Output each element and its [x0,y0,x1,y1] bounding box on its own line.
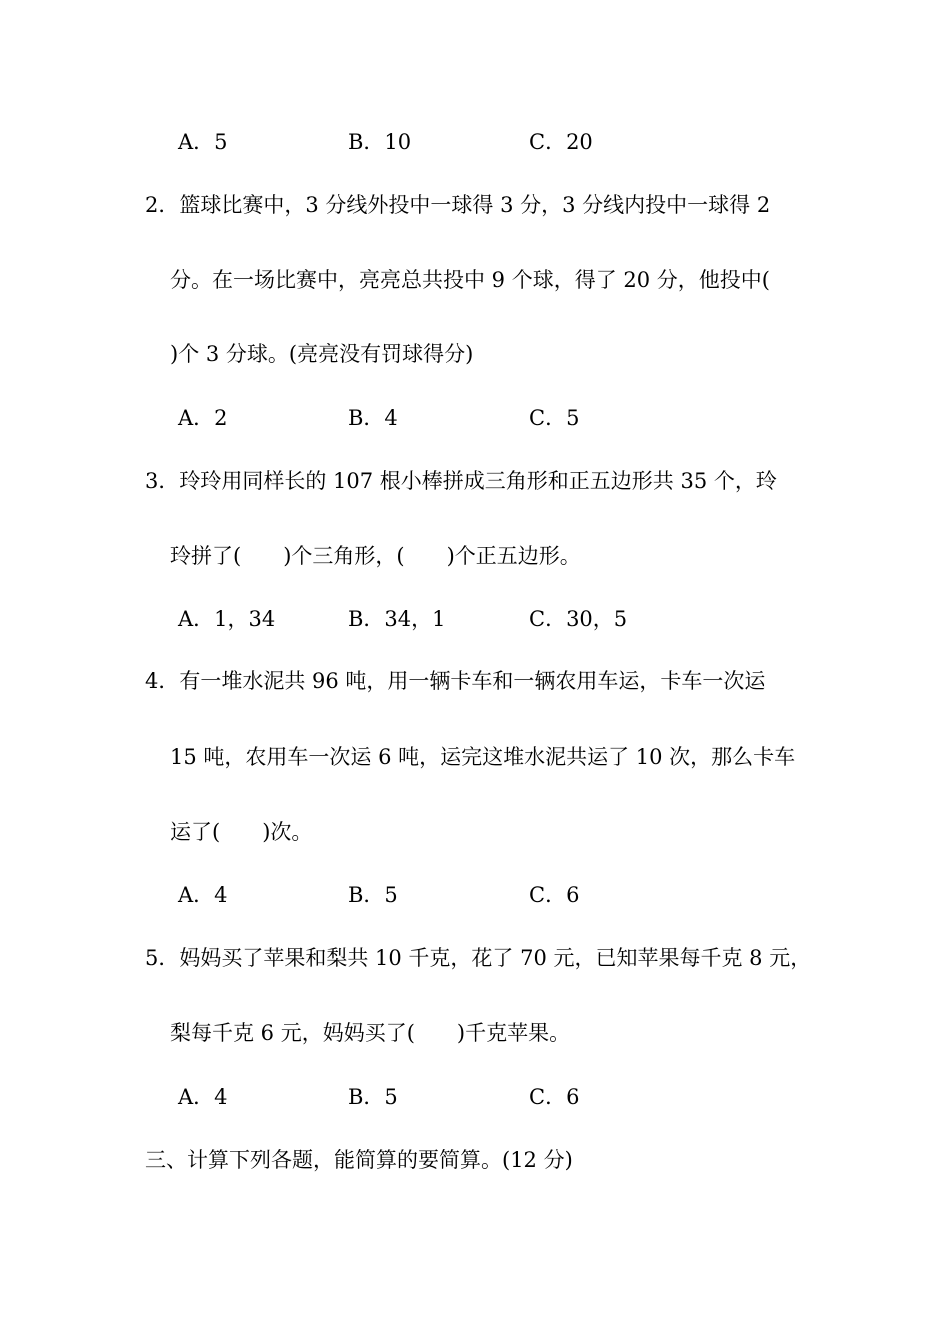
q3-line2: 玲拼了( )个三角形，( )个正五边形。 [170,544,581,568]
q4-line3: 运了( )次。 [170,820,313,844]
q5-option-a: A．4 [178,1085,228,1109]
q2-option-c: C．5 [529,406,580,430]
q2-option-b: B．4 [348,406,398,430]
q5-option-b: B．5 [348,1085,398,1109]
prev-option-b: B．10 [348,130,412,154]
prev-option-c: C．20 [529,130,593,154]
q4-option-b: B．5 [348,883,398,907]
q2-line2: 分。在一场比赛中，亮亮总共投中 9 个球，得了 20 分，他投中( [170,268,770,292]
section3-heading: 三、计算下列各题，能简算的要简算。(12 分) [145,1148,573,1172]
q3-line1: 3．玲玲用同样长的 107 根小棒拼成三角形和正五边形共 35 个，玲 [145,469,777,493]
prev-option-a: A．5 [178,130,228,154]
q4-option-c: C．6 [529,883,580,907]
q2-line3: )个 3 分球。(亮亮没有罚球得分) [170,342,474,366]
q2-line1: 2．篮球比赛中，3 分线外投中一球得 3 分，3 分线内投中一球得 2 [145,193,771,217]
q5-line2: 梨每千克 6 元，妈妈买了( )千克苹果。 [170,1021,571,1045]
q3-option-c: C．30，5 [529,607,628,631]
q3-option-a: A．1，34 [178,607,276,631]
q4-line1: 4．有一堆水泥共 96 吨，用一辆卡车和一辆农用车运，卡车一次运 [145,669,766,693]
q5-option-c: C．6 [529,1085,580,1109]
q4-option-a: A．4 [178,883,228,907]
q3-option-b: B．34，1 [348,607,446,631]
q4-line2: 15 吨，农用车一次运 6 吨，运完这堆水泥共运了 10 次，那么卡车 [170,745,796,769]
q5-line1: 5．妈妈买了苹果和梨共 10 千克，花了 70 元，已知苹果每千克 8 元， [145,946,812,970]
q2-option-a: A．2 [178,406,228,430]
